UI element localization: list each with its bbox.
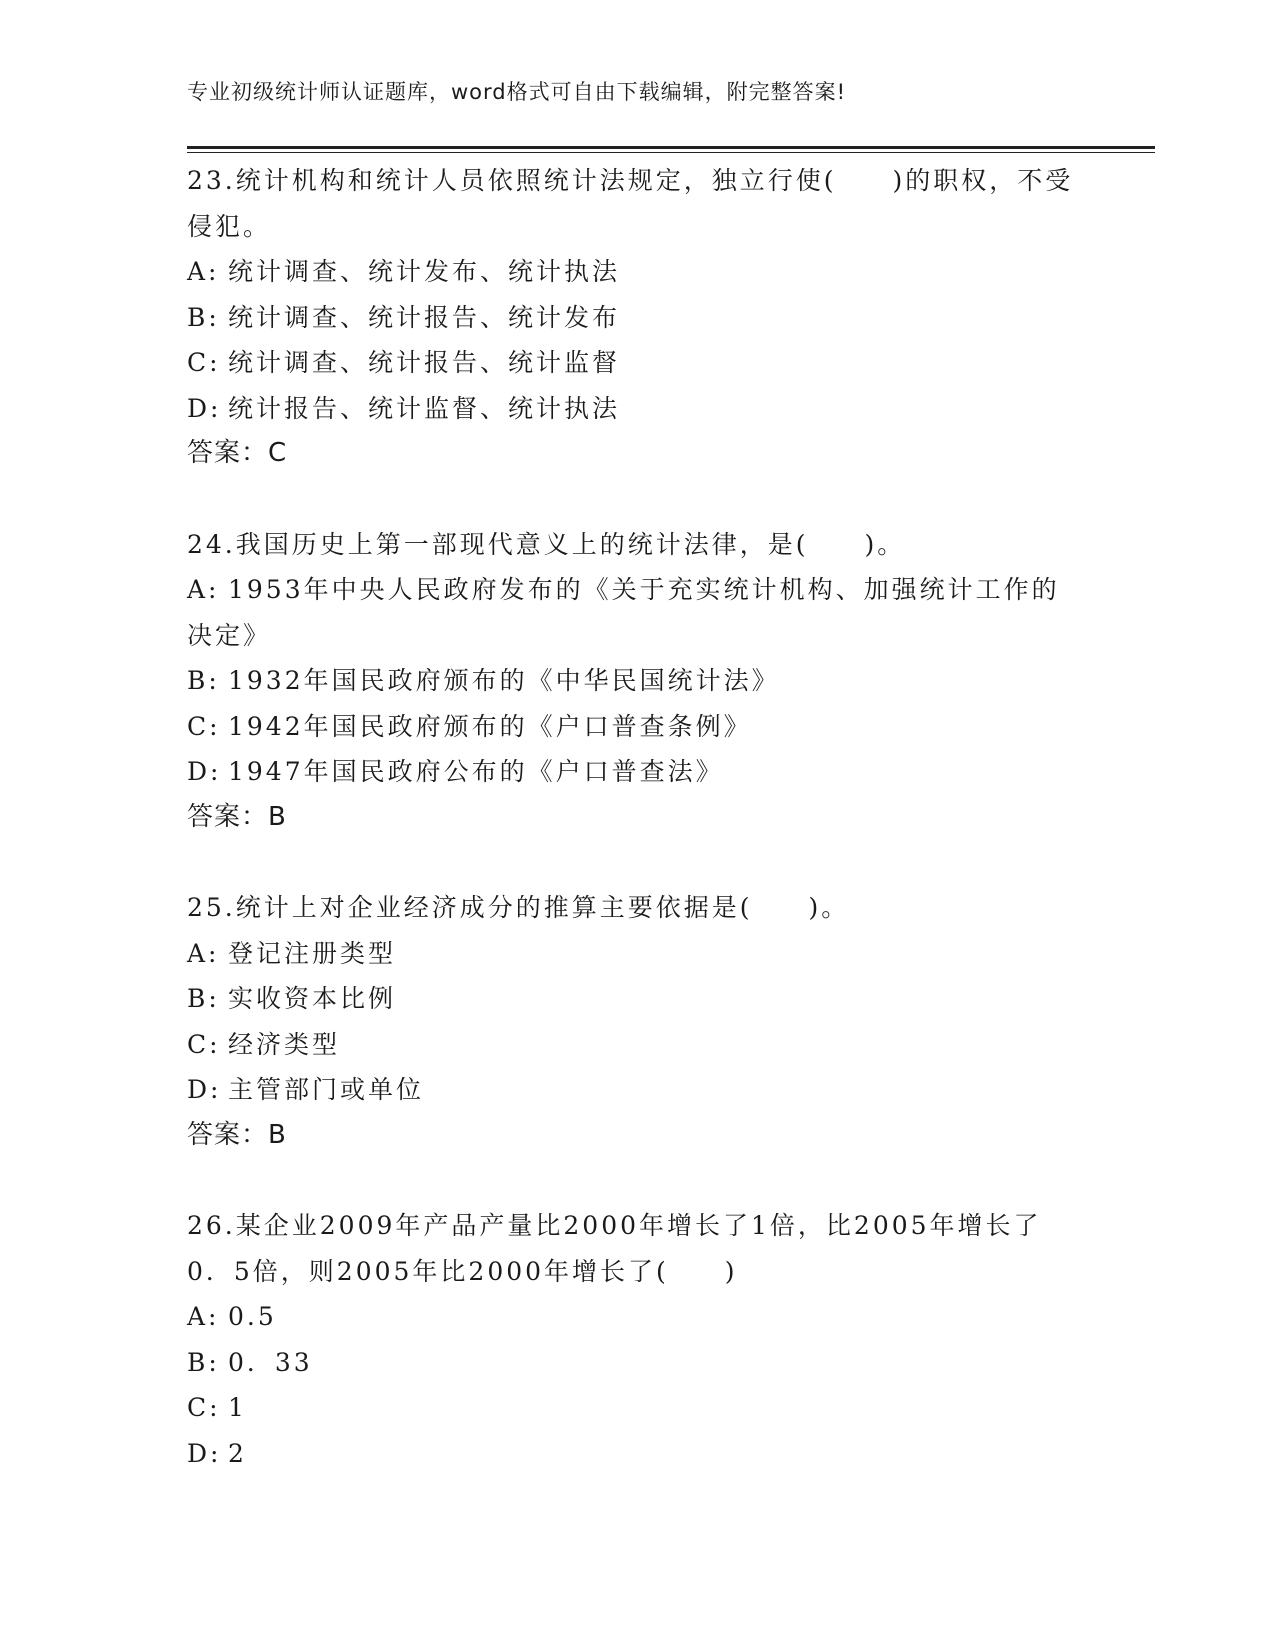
page-header: 专业初级统计师认证题库，word格式可自由下载编辑，附完整答案! xyxy=(187,80,847,104)
option-label: B: xyxy=(187,666,220,695)
option-text: 0.5 xyxy=(228,1302,277,1331)
question-23 xyxy=(187,158,1087,477)
question-text: 26.某企业2009年产品产量比2000年增长了1倍，比2005年增长了0．5倍，则2005年比2000年增长了( ) xyxy=(187,1211,1042,1286)
question-text: 25.统计上对企业经济成分的推算主要依据是( )。 xyxy=(187,893,850,922)
answer: 答案：B xyxy=(187,1119,287,1150)
option-c xyxy=(187,704,1087,750)
option-b xyxy=(187,295,1087,341)
option-b xyxy=(187,1340,1087,1386)
header-rule-thin xyxy=(187,152,1155,153)
question-26 xyxy=(187,1203,1087,1476)
option-text: 统计调查、统计报告、统计监督 xyxy=(228,348,621,377)
option-b xyxy=(187,658,1087,704)
option-text: 1953年中央人民政府发布的《关于充实统计机构、加强统计工作的决定》 xyxy=(187,575,1060,650)
question-list xyxy=(187,158,1087,1521)
option-label: B: xyxy=(187,1347,220,1377)
option-a xyxy=(187,931,1087,977)
option-a xyxy=(187,1294,1087,1340)
question-text: 24.我国历史上第一部现代意义上的统计法律，是( )。 xyxy=(187,529,906,559)
option-c xyxy=(187,1022,1087,1068)
option-a xyxy=(187,249,1087,295)
answer: 答案：B xyxy=(187,801,287,832)
option-label: D: xyxy=(187,1438,222,1468)
option-text: 实收资本比例 xyxy=(228,984,397,1013)
option-text: 统计报告、统计监督、统计执法 xyxy=(228,393,621,423)
option-d xyxy=(187,749,1087,795)
option-label: B: xyxy=(187,302,220,332)
header-rule-thick xyxy=(187,146,1155,149)
option-label: D: xyxy=(187,1075,222,1104)
option-label: C: xyxy=(187,1029,221,1059)
option-text: 统计调查、统计发布、统计执法 xyxy=(228,257,621,286)
answer: 答案：C xyxy=(187,438,288,468)
option-text: 1932年国民政府颁布的《中华民国统计法》 xyxy=(228,666,780,695)
option-label: C: xyxy=(187,348,221,377)
option-label: A: xyxy=(187,257,220,286)
option-text: 2 xyxy=(228,1438,247,1468)
option-text: 登记注册类型 xyxy=(228,938,397,968)
option-a xyxy=(187,567,1087,658)
option-text: 经济类型 xyxy=(228,1029,341,1059)
option-text: 1942年国民政府颁布的《户口普查条例》 xyxy=(228,711,752,741)
option-label: A: xyxy=(187,575,220,604)
option-d xyxy=(187,1431,1087,1477)
option-label: D: xyxy=(187,393,222,423)
option-text: 1947年国民政府公布的《户口普查法》 xyxy=(228,757,724,786)
option-c xyxy=(187,340,1087,386)
option-text: 0．33 xyxy=(228,1347,313,1377)
option-c xyxy=(187,1385,1087,1431)
question-25 xyxy=(187,885,1087,1158)
option-label: A: xyxy=(187,1302,220,1331)
option-label: A: xyxy=(187,938,220,968)
option-d xyxy=(187,1067,1087,1113)
option-label: C: xyxy=(187,711,221,741)
option-label: B: xyxy=(187,984,220,1013)
option-text: 主管部门或单位 xyxy=(228,1075,425,1104)
option-d xyxy=(187,386,1087,432)
question-text: 23.统计机构和统计人员依照统计法规定，独立行使( )的职权，不受侵犯。 xyxy=(187,166,1074,241)
option-b xyxy=(187,976,1087,1022)
option-text: 1 xyxy=(228,1393,247,1422)
option-label: D: xyxy=(187,757,222,786)
question-24 xyxy=(187,522,1087,841)
option-text: 统计调查、统计报告、统计发布 xyxy=(228,302,621,332)
option-label: C: xyxy=(187,1393,221,1422)
